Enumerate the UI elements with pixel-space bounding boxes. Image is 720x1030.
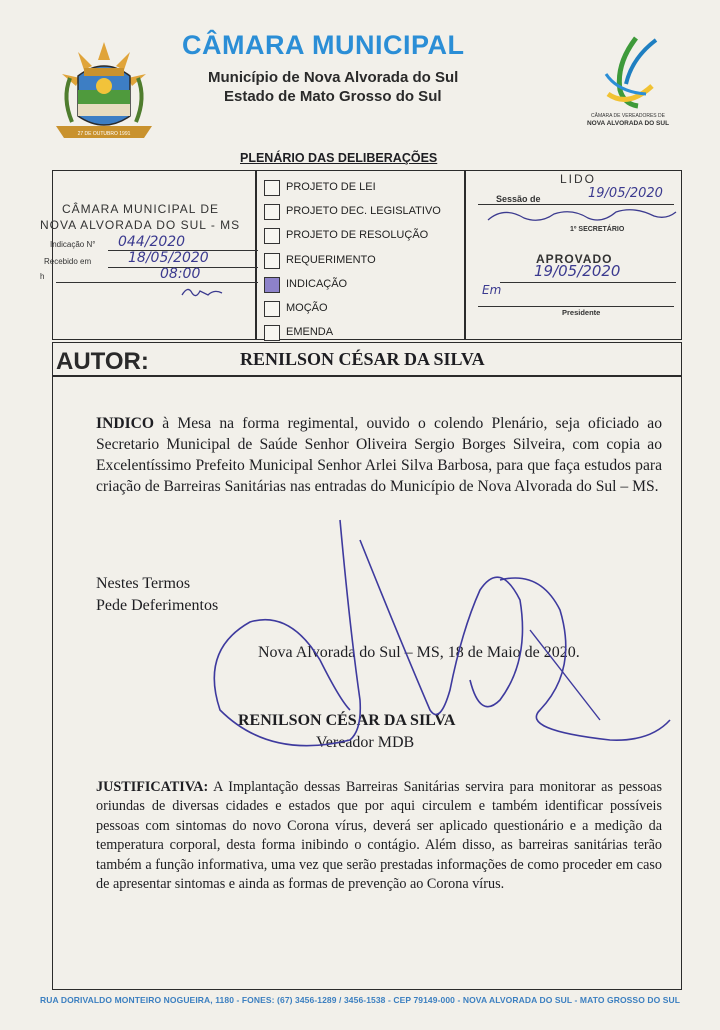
receiver-signature: [178, 283, 228, 301]
header-title: CÂMARA MUNICIPAL: [182, 30, 465, 60]
checklist-checkbox[interactable]: [264, 277, 280, 293]
signer-role: Vereador MDB: [316, 734, 415, 751]
checklist-checkbox[interactable]: [264, 228, 280, 244]
section-title: PLENÁRIO DAS DELIBERAÇÕES: [240, 151, 438, 165]
footer-address: RUA DORIVALDO MONTEIRO NOGUEIRA, 1180 - FONES: (67) 3456-1289 / 3456-1538 - CEP 79149-000 - NOVA ALVORADA DO SUL - MATO GROSSO DO SUL: [40, 995, 681, 1005]
recebido-label: Recebido em: [44, 257, 92, 266]
author-label: AUTOR:: [56, 348, 149, 375]
chamber-logo: [598, 34, 660, 112]
checklist-label: PROJETO DEC. LEGISLATIVO: [286, 205, 441, 218]
closing-line-2: Pede Deferimentos: [96, 597, 219, 614]
signer-name: RENILSON CÉSAR DA SILVA: [238, 712, 456, 729]
checklist-label: EMENDA: [286, 326, 334, 339]
secretario-label: 1º SECRETÁRIO: [570, 226, 625, 233]
grid-divider-right: [464, 170, 466, 340]
indication-lead: INDICO: [96, 415, 155, 432]
indicacao-number-label: Indicação N°: [50, 240, 96, 249]
indication-body: à Mesa na forma regimental, ouvido o colendo Plenário, seja oficiado ao Secretario Municipal de Saúde Senhor Oliveira Sergio Borges Silveira, com copia ao Excelentíssimo Prefeito Municipal Senhor Arlei Silva Barbosa, para que faça estudos para criação de Barreiras Sanitárias nas entradas do Município de Nova Alvorada do Sul – MS.: [96, 415, 662, 495]
chamber-logo-small: CÂMARA DE VEREADORES DE: [591, 113, 665, 119]
stamp-line-1: CÂMARA MUNICIPAL DE: [62, 202, 220, 216]
aprovado-label: APROVADO: [536, 252, 613, 266]
grid-divider-left: [255, 170, 257, 340]
checklist-checkbox[interactable]: [264, 325, 280, 341]
checklist-label: PROJETO DE LEI: [286, 181, 376, 193]
justification-body: A Implantação dessas Barreiras Sanitárias servira para monitorar as pessoas oriundas de diversas cidades e estados que por aqui circulem e também identificar possíveis pessoas com sintomas do novo Corona vírus, deverá ser aplicado questionário e a medição da temperatura corporal, desta forma inibindo o contágio. Além disso, as barreiras sanitárias terão também a função informativa, uma vez que serão prestadas informações de como proceder em caso de apresentar sintomas e ainda as formas de prevenção ao Corona vírus.: [96, 779, 662, 893]
aprovado-date: 19/05/2020: [534, 262, 621, 280]
secretary-signature: [484, 204, 680, 226]
header-municipality: Município de Nova Alvorada do Sul: [208, 69, 459, 86]
checklist-label: REQUERIMENTO: [286, 253, 376, 266]
checklist-checkbox[interactable]: [264, 204, 280, 220]
recebido-date: 18/05/2020: [128, 250, 209, 266]
chamber-logo-name: NOVA ALVORADA DO SUL: [586, 120, 670, 127]
closing-line-1: Nestes Termos: [96, 575, 191, 592]
chamber-logo-caption: [578, 113, 678, 127]
place-date: Nova Alvorada do Sul – MS, 18 de Maio de 2020.: [258, 644, 580, 661]
stamp-line-2: NOVA ALVORADA DO SUL - MS: [40, 218, 241, 232]
checklist-label: MOÇÃO: [286, 302, 328, 314]
presidente-label: Presidente: [562, 308, 601, 317]
justification-label: JUSTIFICATIVA:: [96, 779, 209, 795]
author-name: RENILSON CÉSAR DA SILVA: [240, 349, 485, 369]
sessao-label: Sessão de: [496, 194, 541, 204]
checklist-checkbox[interactable]: [264, 180, 280, 196]
em-label: Em: [482, 283, 502, 297]
indicacao-number: 044/2020: [118, 234, 186, 250]
sessao-date: 19/05/2020: [588, 186, 663, 201]
checklist-checkbox[interactable]: [264, 301, 280, 317]
checklist-label: INDICAÇÃO: [286, 277, 348, 290]
header-state: Estado de Mato Grosso do Sul: [224, 88, 442, 105]
crest-ribbon-text: 27 DE OUTUBRO 1991: [77, 131, 131, 137]
municipal-crest-logo: [48, 38, 160, 146]
justification-text: [96, 778, 662, 894]
author-signature: [200, 510, 680, 760]
aprovado-underline: [500, 282, 676, 283]
checklist-checkbox[interactable]: [264, 253, 280, 269]
hora-value: 08:00: [160, 266, 201, 282]
indication-text: [96, 413, 662, 497]
lido-label: LIDO: [560, 172, 597, 186]
presidente-line: [478, 306, 674, 307]
checklist-label: PROJETO DE RESOLUÇÃO: [286, 229, 429, 242]
